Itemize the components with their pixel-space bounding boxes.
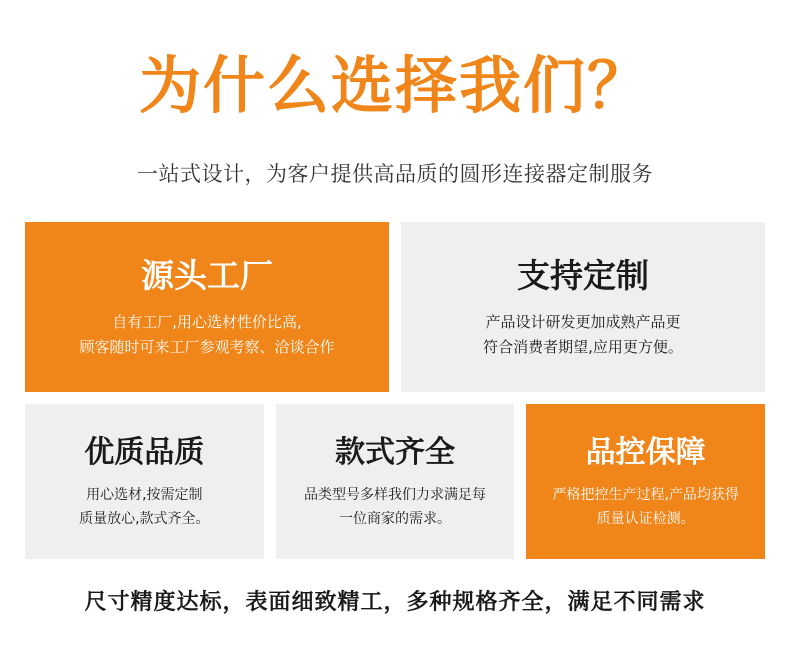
feature-card-quality <box>25 404 264 559</box>
feature-card-title: 支持定制 <box>517 255 649 295</box>
feature-card-description-line: 严格把控生产过程,产品均获得 <box>552 486 739 503</box>
feature-row-top <box>0 188 790 392</box>
feature-card-description-line: 符合消费者期望,应用更方便。 <box>483 338 683 357</box>
feature-card-description-line: 一位商家的需求。 <box>339 511 451 528</box>
page-title: 为什么选择我们？ <box>138 49 651 122</box>
feature-card-description <box>304 483 486 532</box>
feature-card-description <box>483 310 683 361</box>
feature-card-description <box>79 310 334 361</box>
feature-card-title: 源头工厂 <box>141 255 273 295</box>
feature-card-description-line: 产品设计研发更加成熟产品更 <box>485 312 681 331</box>
feature-card-title: 优质品质 <box>84 434 205 470</box>
feature-card-description-line: 质量放心,款式齐全。 <box>79 511 210 528</box>
feature-card-description-line: 品类型号多样我们力求满足每 <box>304 486 486 503</box>
feature-card-source-factory <box>25 222 389 392</box>
feature-card-description-line: 顾客随时可来工厂参观考察、洽谈合作 <box>79 338 335 357</box>
feature-row-bottom <box>0 392 790 559</box>
feature-card-quality-control <box>526 404 765 559</box>
feature-card-description-line: 质量认证检测。 <box>596 511 695 528</box>
feature-card-title: 品控保障 <box>585 434 706 470</box>
feature-card-customization <box>401 222 765 392</box>
page-subtitle: 一站式设计，为客户提供高品质的圆形连接器定制服务 <box>137 162 653 187</box>
feature-card-description-line: 用心选材,按需定制 <box>86 486 203 503</box>
feature-card-styles <box>276 404 515 559</box>
feature-card-description <box>552 483 738 532</box>
footer-tagline: 尺寸精度达标，表面细致精工，多种规格齐全，满足不同需求 <box>84 590 706 616</box>
feature-card-description-line: 自有工厂,用心选材性价比高, <box>112 312 302 331</box>
feature-card-description <box>79 483 209 532</box>
feature-card-title: 款式齐全 <box>335 434 455 470</box>
